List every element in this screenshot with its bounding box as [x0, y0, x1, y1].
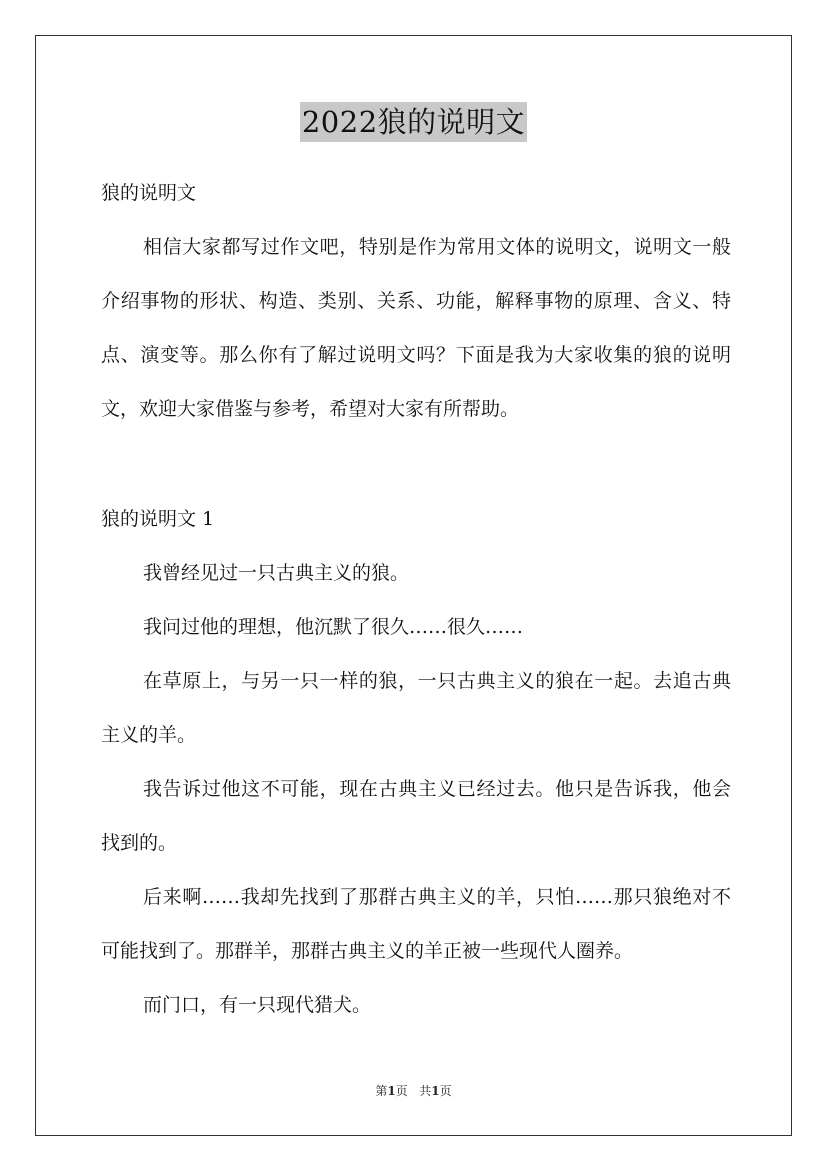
paragraph-6: 而门口，有一只现代猎犬。 — [143, 994, 372, 1016]
footer-total-pages: 1 — [431, 1084, 440, 1098]
footer-page-suffix: 页 — [395, 1084, 408, 1098]
section-heading: 狼的说明文 — [101, 182, 197, 204]
paragraph-5: 后来啊……我却先找到了那群古典主义的羊，只怕……那只狼绝对不可能找到了。那群羊，那群古典主义的羊正被一些现代人圈养。 — [101, 886, 731, 962]
paragraph-1: 我曾经见过一只古典主义的狼。 — [143, 562, 410, 584]
footer-total-prefix: 共 — [419, 1084, 432, 1098]
footer-page-current: 1 — [387, 1084, 396, 1098]
footer-page-prefix: 第 — [375, 1084, 388, 1098]
paragraph-4: 我告诉过他这不可能，现在古典主义已经过去。他只是告诉我，他会找到的。 — [101, 778, 731, 854]
paragraph-3: 在草原上，与另一只一样的狼，一只古典主义的狼在一起。去追古典主义的羊。 — [101, 670, 731, 746]
intro-paragraph: 相信大家都写过作文吧，特别是作为常用文体的说明文，说明文一般介绍事物的形状、构造、类别、关系、功能，解释事物的原理、含义、特点、演变等。那么你有了解过说明文吗？下面是我为大家收集的狼的说明文，欢迎大家借鉴与参考，希望对大家有所帮助。 — [101, 236, 731, 420]
paragraph-2: 我问过他的理想，他沉默了很久……很久…… — [143, 616, 524, 638]
page-footer — [0, 1082, 827, 1100]
footer-total-suffix: 页 — [439, 1084, 452, 1098]
title-container — [0, 102, 827, 142]
document-title: 2022狼的说明文 — [300, 102, 527, 142]
article-heading: 狼的说明文 1 — [101, 508, 215, 530]
